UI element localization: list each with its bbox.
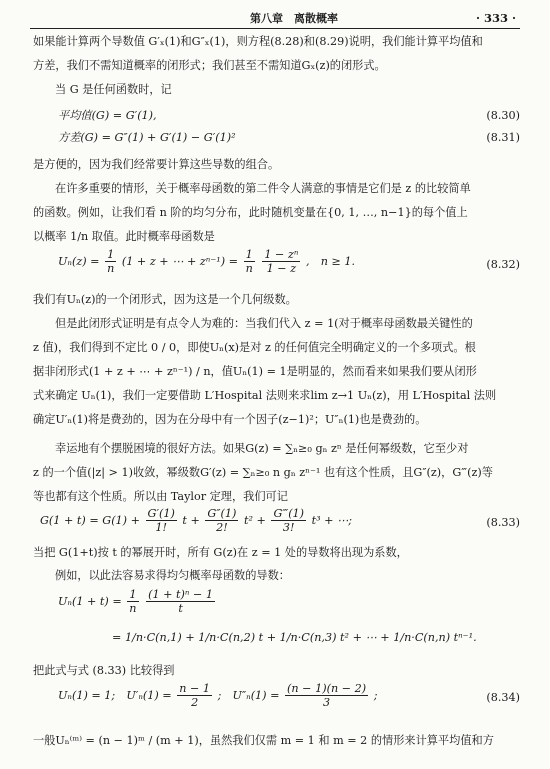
paragraph-line: 等也都有这个性质。所以由 Taylor 定理，我们可记 <box>33 490 288 503</box>
numerator: 1 <box>244 248 255 262</box>
paragraph-line: z 的一个值(|z| > 1)收敛，幂级数G′(z) = ∑ₙ≥₀ n gₙ zⁿ⁻¹ 也有这个性质，且G″(z)，G‴(z)等 <box>33 466 493 479</box>
equation-lhs: Uₙ(1 + t) = <box>58 594 122 608</box>
equation-8-33 <box>40 507 352 535</box>
numerator: G′(1) <box>147 507 175 520</box>
equation-number: (8.31) <box>486 131 520 144</box>
equation-8-30 <box>58 108 157 124</box>
denominator: 3! <box>282 521 295 535</box>
equation-number: (8.34) <box>486 691 520 704</box>
paragraph-line: z 值)，我们得到不定比 0 / 0，即使Uₙ(x)是对 z 的任何值完全明确定义的一个多项式。根 <box>33 341 476 354</box>
fraction <box>105 248 116 276</box>
denominator: 1 − z <box>266 262 297 276</box>
equation-term: 1/n·C(n,1) <box>124 631 182 644</box>
equation-term: + ⋯ + <box>352 631 390 644</box>
equation-term: ; U″ₙ(1) = <box>217 688 280 702</box>
equation-term: t³ + ⋯; <box>311 513 353 527</box>
equation-body: 方差(G) = G″(1) + G′(1) − G′(1)² <box>58 131 236 144</box>
equation-8-32 <box>58 248 355 276</box>
denominator: n <box>245 262 253 276</box>
fraction <box>262 248 300 276</box>
denominator: 1! <box>155 521 167 535</box>
numerator: G″(1) <box>207 507 237 520</box>
equation-term: (1 + z + ⋯ + zⁿ⁻¹) = <box>121 254 239 268</box>
equation-lhs: Uₙ(z) = <box>58 254 100 268</box>
paragraph-line: 式来确定 Uₙ(1)，我们一定要借助 L′Hospital 法则来求lim z→1 Uₙ(z)，用 L′Hospital 法则 <box>33 389 497 402</box>
numerator: n − 1 <box>179 682 211 695</box>
equation-term: + 1/n·C(n,3) t² <box>266 631 349 644</box>
equation-8-31 <box>58 130 236 146</box>
paragraph-line: 把此式与式 (8.33) 比较得到 <box>33 664 175 677</box>
equation-lhs: G(1 + t) = G(1) + <box>40 513 140 527</box>
paragraph-line: 但是此闭形式证明是有点令人为难的：当我们代入 z = 1(对于概率母函数最关键性的 <box>55 317 473 330</box>
equation-term: + 1/n·C(n,2) t <box>185 631 264 644</box>
fraction <box>271 507 306 535</box>
denominator: 2 <box>191 696 199 710</box>
equation-number: (8.32) <box>486 258 520 271</box>
denominator: n <box>129 602 137 616</box>
equation-term: 1/n·C(n,n) tⁿ⁻¹. <box>393 631 477 644</box>
paragraph-line: 是方便的，因为我们经常要计算这些导数的组合。 <box>33 158 280 171</box>
fraction <box>146 588 215 616</box>
equation-number: (8.30) <box>486 109 520 122</box>
equation-number: (8.33) <box>486 516 520 529</box>
equation-term: = <box>112 631 122 644</box>
page-number: · 333 · <box>475 11 516 25</box>
fraction <box>177 682 212 710</box>
equation-term: t + <box>182 513 200 527</box>
running-header <box>30 8 520 29</box>
fraction <box>205 507 238 535</box>
numerator: (1 + t)ⁿ − 1 <box>148 588 214 601</box>
numerator: G‴(1) <box>273 507 305 520</box>
fraction <box>285 682 368 710</box>
equation-term: , n ≥ 1. <box>305 254 356 268</box>
paragraph-line: 例如，以此法容易求得均匀概率母函数的导数： <box>55 569 290 582</box>
paragraph-line: 确定U′ₙ(1)将是费劲的，因为在分母中有一个因子(z−1)²；U″ₙ(1)也是费劲的。 <box>33 413 427 426</box>
paragraph-line: 幸运地有个摆脱困境的很好方法。如果G(z) = ∑ₙ≥₀ gₙ zⁿ 是任何幂级数，它至少对 <box>55 442 469 455</box>
chapter-title: 第八章 离散概率 <box>250 12 338 25</box>
numerator: 1 <box>105 248 116 262</box>
fraction <box>244 248 255 276</box>
paragraph-line: 据非闭形式(1 + z + ⋯ + zⁿ⁻¹) / n，值Uₙ(1) = 1是明显的，然而看来如果我们要从闭形 <box>33 365 477 378</box>
paragraph-line: 一般Uₙ⁽ᵐ⁾ = (n − 1)ᵐ / (m + 1)，虽然我们仅需 m = 1 和 m = 2 的情形来计算平均值和方 <box>33 734 494 747</box>
fraction <box>127 588 138 616</box>
paragraph-line: 如果能计算两个导数值 G′ₓ(1)和G″ₓ(1)，则方程(8.28)和(8.29)说明，我们能计算平均值和 <box>33 35 483 48</box>
numerator: 1 <box>127 588 138 602</box>
equation-binomial-expansion <box>112 630 477 646</box>
equation-body: 平均值(G) = G′(1), <box>58 109 157 122</box>
equation-term: t² + <box>243 513 266 527</box>
paragraph-line: 的函数。例如，让我们看 n 阶的均匀分布，此时随机变量在{0, 1, …, n−1}的每个值上 <box>33 206 468 219</box>
equation-term: ; <box>373 688 378 702</box>
paragraph-line: 在许多重要的情形，关于概率母函数的第二件令人满意的事情是它们是 z 的比较简单 <box>55 182 471 195</box>
paragraph-line: 我们有Uₙ(z)的一个闭形式，因为这是一个几何级数。 <box>33 293 297 306</box>
paragraph-line: 当把 G(1+t)按 t 的幂展开时，所有 G(z)在 z = 1 处的导数将出现为系数， <box>33 546 408 559</box>
equation-8-34 <box>58 682 377 710</box>
denominator: t <box>178 602 183 616</box>
equation-uniform-expansion <box>58 588 217 616</box>
numerator: 1 − zⁿ <box>264 248 299 261</box>
equation-term: Uₙ(1) = 1; U′ₙ(1) = <box>58 688 172 702</box>
denominator: 3 <box>323 696 331 710</box>
fraction <box>146 507 177 535</box>
paragraph-line: 当 G 是任何函数时，记 <box>55 83 172 96</box>
denominator: 2! <box>216 521 228 535</box>
paragraph-line: 以概率 1/n 取值。此时概率母函数是 <box>33 230 215 243</box>
numerator: (n − 1)(n − 2) <box>287 682 367 695</box>
paragraph-line: 方差，我们不需知道概率的闭形式；我们甚至不需知道Gₓ(z)的闭形式。 <box>33 59 386 72</box>
denominator: n <box>107 262 115 276</box>
